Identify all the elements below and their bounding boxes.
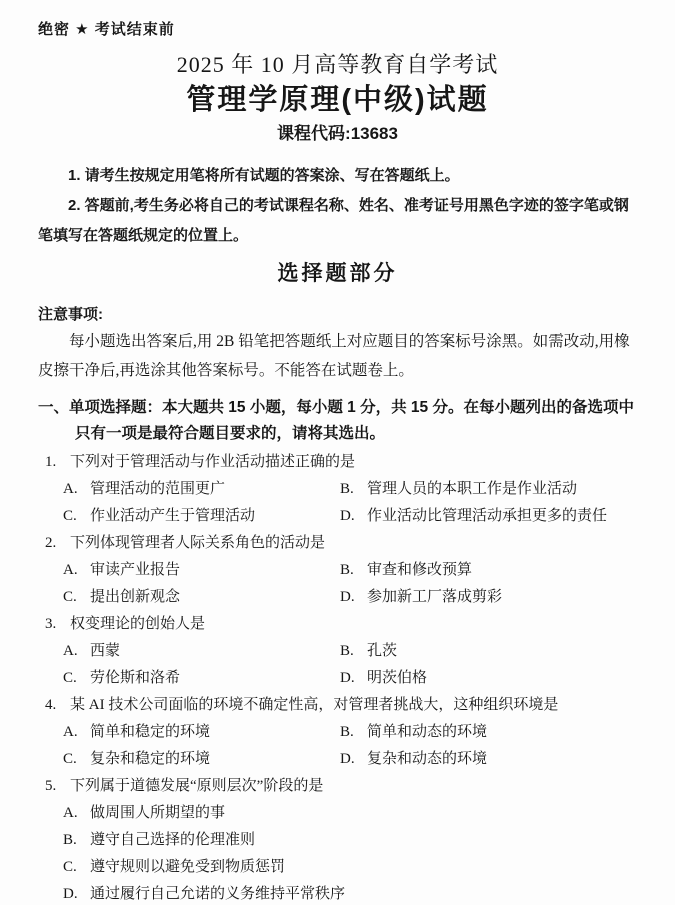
option-text: 简单和动态的环境 bbox=[367, 724, 488, 740]
option-text: 审查和修改预算 bbox=[367, 562, 473, 578]
general-instructions bbox=[38, 161, 637, 251]
option-group bbox=[63, 557, 637, 611]
option-group bbox=[63, 476, 637, 530]
option-text: 通过履行自己允诺的义务维持平常秩序 bbox=[90, 886, 346, 902]
option-label: A. bbox=[63, 643, 78, 659]
option-label: B. bbox=[340, 562, 354, 578]
notes-label: 注意事项: bbox=[38, 306, 103, 323]
question-number: 2. bbox=[45, 535, 57, 551]
notes-body: 每小题选出答案后,用 2B 铅笔把答题纸上对应题目的答案标号涂黑。如需改动,用橡皮擦干净后,再选涂其他答案标号。不能答在试题卷上。 bbox=[38, 333, 630, 379]
question-stem-text: 某 AI 技术公司面临的环境不确定性高，对管理者挑战大，这种组织环境是 bbox=[70, 697, 559, 713]
option-label: A. bbox=[63, 805, 78, 821]
question-stem bbox=[45, 692, 637, 719]
option-a bbox=[63, 476, 340, 503]
question-5 bbox=[38, 773, 637, 908]
option-label: C. bbox=[63, 859, 77, 875]
option-label: B. bbox=[340, 724, 354, 740]
option-b bbox=[340, 557, 637, 584]
option-label: D. bbox=[340, 508, 355, 524]
option-text: 审读产业报告 bbox=[90, 562, 181, 578]
section-heading: 选择题部分 bbox=[277, 262, 398, 285]
option-label: D. bbox=[340, 589, 355, 605]
option-d bbox=[340, 503, 637, 530]
option-c bbox=[63, 584, 340, 611]
option-label: D. bbox=[63, 886, 78, 902]
option-text: 遵守自己选择的伦理准则 bbox=[90, 832, 256, 848]
instruction-item-1: 1. 请考生按规定用笔将所有试题的答案涂、写在答题纸上。 bbox=[68, 167, 460, 184]
option-c bbox=[63, 746, 340, 773]
question-stem bbox=[45, 611, 637, 638]
option-text: 复杂和动态的环境 bbox=[367, 751, 488, 767]
question-1 bbox=[38, 449, 637, 530]
question-stem-text: 下列属于道德发展“原则层次”阶段的是 bbox=[70, 778, 324, 794]
option-text: 提出创新观念 bbox=[90, 589, 181, 605]
option-text: 明茨伯格 bbox=[367, 670, 428, 686]
option-label: C. bbox=[63, 508, 77, 524]
question-number: 5. bbox=[45, 778, 57, 794]
option-a bbox=[63, 557, 340, 584]
option-d bbox=[340, 746, 637, 773]
question-stem bbox=[45, 530, 637, 557]
option-text: 作业活动产生于管理活动 bbox=[90, 508, 256, 524]
option-label: C. bbox=[63, 751, 77, 767]
option-c bbox=[63, 503, 340, 530]
option-group bbox=[63, 719, 637, 773]
question-number: 1. bbox=[45, 454, 57, 470]
option-text: 西蒙 bbox=[90, 643, 121, 659]
option-b bbox=[340, 638, 637, 665]
option-label: A. bbox=[63, 724, 78, 740]
option-text: 劳伦斯和洛希 bbox=[90, 670, 181, 686]
option-a bbox=[63, 719, 340, 746]
option-label: A. bbox=[63, 562, 78, 578]
question-list bbox=[38, 449, 637, 908]
option-label: C. bbox=[63, 670, 77, 686]
security-notice: 绝密 ★ 考试结束前 bbox=[38, 21, 175, 38]
option-label: B. bbox=[340, 481, 354, 497]
option-text: 孔茨 bbox=[367, 643, 398, 659]
question-stem bbox=[45, 773, 637, 800]
question-stem-text: 下列对于管理活动与作业活动描述正确的是 bbox=[70, 454, 356, 470]
option-b bbox=[340, 476, 637, 503]
option-text: 参加新工厂落成剪彩 bbox=[367, 589, 503, 605]
question-number: 3. bbox=[45, 616, 57, 632]
option-text: 简单和稳定的环境 bbox=[90, 724, 211, 740]
exam-session-title: 2025 年 10 月高等教育自学考试 bbox=[176, 52, 499, 77]
option-group bbox=[63, 638, 637, 692]
option-a bbox=[63, 800, 637, 827]
option-label: C. bbox=[63, 589, 77, 605]
option-label: D. bbox=[340, 670, 355, 686]
option-label: D. bbox=[340, 751, 355, 767]
option-text: 做周围人所期望的事 bbox=[90, 805, 226, 821]
question-stem-text: 权变理论的创始人是 bbox=[70, 616, 206, 632]
question-stem bbox=[45, 449, 637, 476]
question-number: 4. bbox=[45, 697, 57, 713]
option-label: A. bbox=[63, 481, 78, 497]
option-a bbox=[63, 638, 340, 665]
option-text: 管理活动的范围更广 bbox=[90, 481, 226, 497]
question-3 bbox=[38, 611, 637, 692]
option-text: 管理人员的本职工作是作业活动 bbox=[367, 481, 578, 497]
option-label: B. bbox=[63, 832, 77, 848]
course-code: 课程代码:13683 bbox=[277, 124, 398, 143]
question-stem-text: 下列体现管理者人际关系角色的活动是 bbox=[70, 535, 326, 551]
paper-title: 管理学原理(中级)试题 bbox=[186, 84, 489, 116]
option-c bbox=[63, 854, 637, 881]
option-d bbox=[63, 881, 637, 908]
part-one-heading: 一、单项选择题：本大题共 15 小题，每小题 1 分，共 15 分。在每小题列出的备选项中只有一项是最符合题目要求的，请将其选出。 bbox=[38, 399, 634, 442]
option-text: 复杂和稳定的环境 bbox=[90, 751, 211, 767]
option-d bbox=[340, 665, 637, 692]
instruction-item-2: 2. 答题前,考生务必将自己的考试课程名称、姓名、准考证号用黑色字迹的签字笔或钢笔填写在答题纸规定的位置上。 bbox=[38, 197, 629, 244]
option-group bbox=[63, 800, 637, 908]
option-d bbox=[340, 584, 637, 611]
option-b bbox=[63, 827, 637, 854]
option-b bbox=[340, 719, 637, 746]
option-text: 遵守规则以避免受到物质惩罚 bbox=[90, 859, 286, 875]
option-label: B. bbox=[340, 643, 354, 659]
question-2 bbox=[38, 530, 637, 611]
option-text: 作业活动比管理活动承担更多的责任 bbox=[367, 508, 608, 524]
question-4 bbox=[38, 692, 637, 773]
option-c bbox=[63, 665, 340, 692]
